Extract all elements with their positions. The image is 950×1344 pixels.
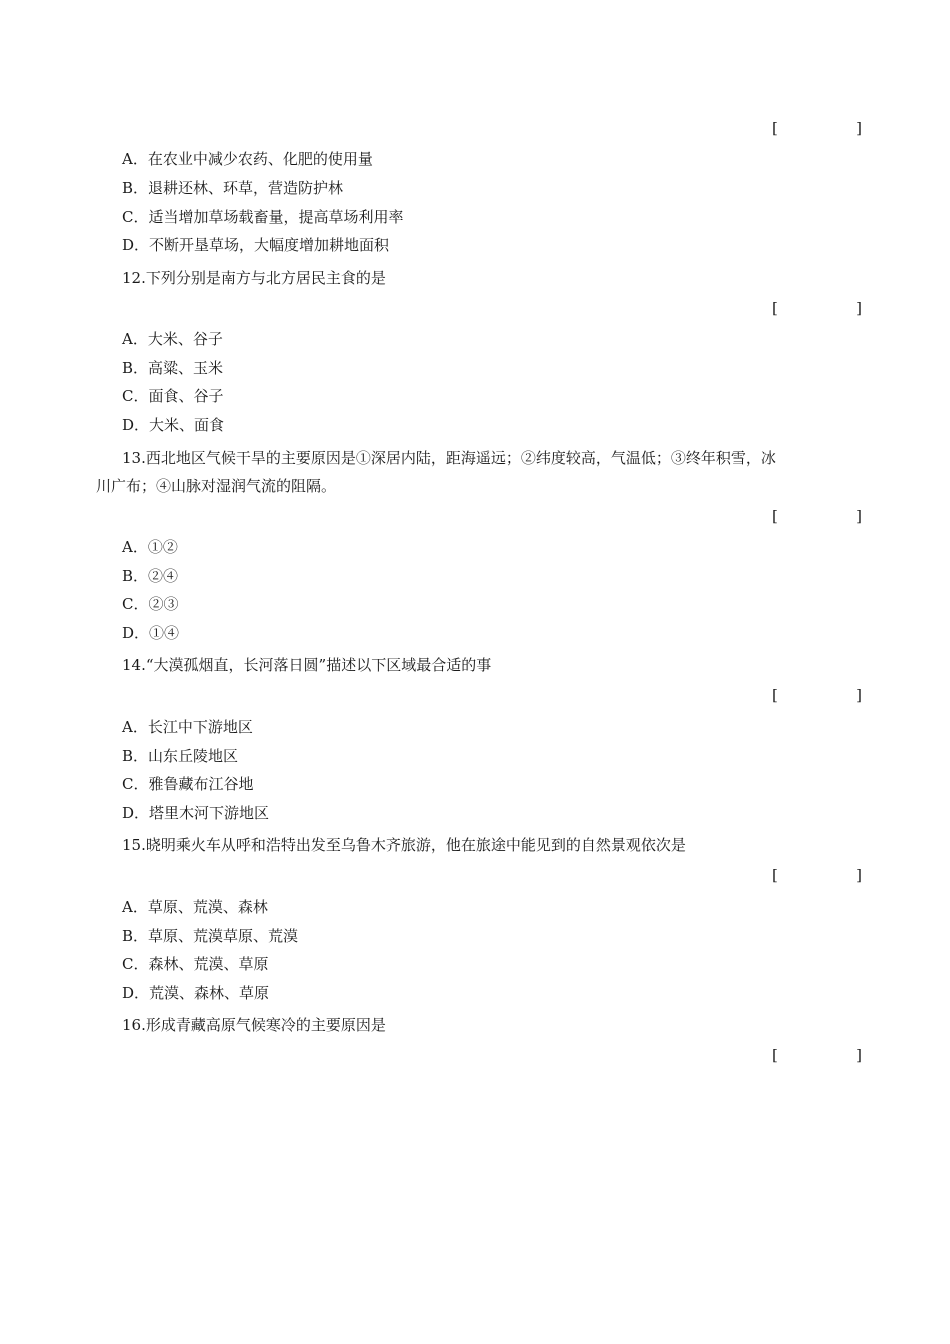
q14-option-a: A．长江中下游地区 [122, 718, 253, 736]
bracket-close: ] [856, 686, 862, 704]
bracket-open: [ [772, 866, 778, 884]
bracket-close: ] [856, 299, 862, 317]
bracket-close: ] [856, 1046, 862, 1064]
q11-option-d: D．不断开垦草场，大幅度增加耕地面积 [122, 236, 390, 254]
q11-option-a: A．在农业中减少农药、化肥的使用量 [122, 150, 373, 168]
q13-option-a: A．①② [122, 538, 178, 556]
bracket-open: [ [772, 1046, 778, 1064]
q15-option-c: C．森林、荒漠、草原 [122, 955, 269, 973]
answer-bracket-q16[interactable] [772, 1045, 862, 1065]
q12-option-d: D．大米、面食 [122, 416, 225, 434]
bracket-open: [ [772, 507, 778, 525]
q14-option-c: C．雅鲁藏布江谷地 [122, 775, 254, 793]
q12-option-b: B．高粱、玉米 [122, 359, 224, 377]
q13-option-d: D．①④ [122, 624, 180, 642]
bracket-close: ] [856, 866, 862, 884]
q15-option-a: A．草原、荒漠、森林 [122, 898, 268, 916]
q15-stem: 15.晓明乘火车从呼和浩特出发至乌鲁木齐旅游，他在旅途中能见到的自然景观依次是 [122, 836, 686, 854]
q11-option-c: C．适当增加草场载畜量，提高草场利用率 [122, 208, 404, 226]
q13-option-c: C．②③ [122, 595, 179, 613]
q12-option-c: C．面食、谷子 [122, 387, 224, 405]
bracket-open: [ [772, 686, 778, 704]
answer-bracket-q15[interactable] [772, 865, 862, 885]
q15-option-d: D．荒漠、森林、草原 [122, 984, 270, 1002]
answer-bracket-q14[interactable] [772, 685, 862, 705]
bracket-close: ] [856, 507, 862, 525]
q12-stem: 12.下列分别是南方与北方居民主食的是 [122, 269, 386, 287]
q14-stem: 14.“大漠孤烟直，长河落日圆”描述以下区域最合适的事 [122, 656, 492, 674]
bracket-open: [ [772, 299, 778, 317]
q16-stem: 16.形成青藏高原气候寒冷的主要原因是 [122, 1016, 386, 1034]
q14-option-d: D．塔里木河下游地区 [122, 804, 270, 822]
bracket-open: [ [772, 119, 778, 137]
answer-bracket-q11[interactable] [772, 118, 862, 138]
bracket-close: ] [856, 119, 862, 137]
answer-bracket-q12[interactable] [772, 298, 862, 318]
q13-option-b: B．②④ [122, 567, 179, 585]
q11-option-b: B．退耕还林、环草，营造防护林 [122, 179, 344, 197]
answer-bracket-q13[interactable] [772, 506, 862, 526]
q15-option-b: B．草原、荒漠草原、荒漠 [122, 927, 299, 945]
q14-option-b: B．山东丘陵地区 [122, 747, 239, 765]
q12-option-a: A．大米、谷子 [122, 330, 223, 348]
q13-stem-line1: 13.西北地区气候干旱的主要原因是①深居内陆，距海遥远；②纬度较高，气温低；③终年积雪，冰 [122, 449, 776, 467]
q13-stem-line2: 川广布；④山脉对湿润气流的阻隔。 [96, 477, 337, 495]
